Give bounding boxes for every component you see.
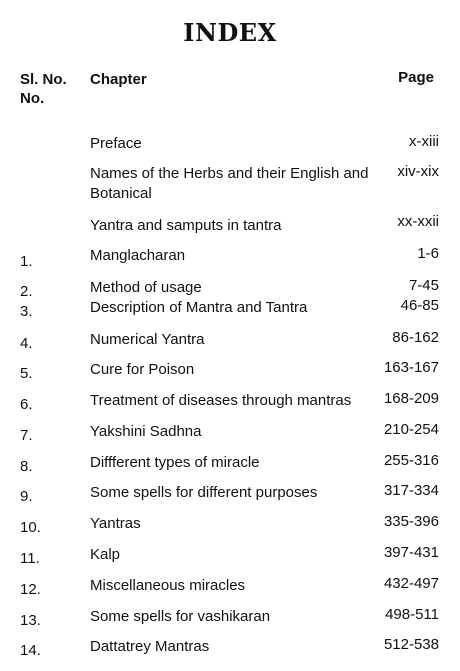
page-range: xiv-xix: [397, 163, 439, 180]
page-range: 498-511: [385, 606, 439, 623]
page-range: 317-334: [383, 482, 439, 499]
chapter-title: Diffferent types of miracle: [90, 454, 260, 471]
page-title: INDEX: [183, 18, 277, 47]
row-number: 13.: [20, 612, 41, 629]
row-number: 3.: [20, 303, 33, 320]
page-range: 1-6: [417, 245, 439, 262]
chapter-title: Numerical Yantra: [90, 331, 205, 348]
page-range: 255-316: [383, 452, 439, 469]
chapter-title: Dattatrey Mantras: [90, 638, 210, 655]
chapter-title: Some spells for different purposes: [90, 484, 318, 501]
column-header-sl-no-line2: No.: [20, 90, 45, 107]
row-number: 7.: [20, 427, 33, 444]
chapter-title: Method of usage: [90, 279, 202, 296]
row-number: 8.: [20, 458, 33, 475]
column-header-chapter: Chapter: [90, 71, 147, 88]
row-number: 5.: [20, 365, 33, 382]
page-range: 168-209: [383, 390, 439, 407]
page-range: 7-45: [408, 277, 439, 294]
page-range: 335-396: [383, 513, 439, 530]
chapter-title: Yantras: [90, 515, 141, 532]
chapter-title: Kalp: [90, 546, 121, 563]
chapter-title: Yakshini Sadhna: [90, 423, 202, 440]
chapter-title: Preface: [90, 135, 142, 152]
page-range: 46-85: [400, 297, 439, 314]
row-number: 2.: [20, 283, 33, 300]
chapter-title: Names of the Herbs and their English and Botanical: [90, 165, 369, 202]
page-range: 163-167: [383, 359, 439, 376]
chapter-title: Treatment of diseases through mantras: [90, 392, 352, 409]
page-range: 432-497: [383, 575, 439, 592]
row-number: 4.: [20, 335, 33, 352]
row-number: 14.: [20, 642, 41, 659]
row-number: 9.: [20, 488, 33, 505]
page-range: 86-162: [392, 329, 439, 346]
page-range: 512-538: [383, 636, 439, 653]
row-number: 1.: [20, 253, 33, 270]
chapter-title: Cure for Poison: [90, 361, 195, 378]
chapter-title: Miscellaneous miracles: [90, 577, 246, 594]
column-header-sl-no-line1: Sl. No.: [20, 71, 67, 88]
chapter-title: Some spells for vashikaran: [90, 608, 271, 625]
row-number: 11.: [20, 550, 40, 567]
row-number: 6.: [20, 396, 33, 413]
page-range: xx-xxii: [397, 213, 439, 230]
page-range: x-xiii: [409, 133, 439, 150]
row-number: 12.: [20, 581, 41, 598]
page-range: 210-254: [383, 421, 439, 438]
chapter-title: Yantra and samputs in tantra: [90, 217, 282, 234]
chapter-title: Description of Mantra and Tantra: [90, 299, 308, 316]
column-header-sl-no: [20, 70, 90, 108]
column-header-page: Page: [398, 69, 434, 86]
row-number: 10.: [20, 519, 41, 536]
page-range: 397-431: [383, 544, 439, 561]
chapter-title: Manglacharan: [90, 247, 186, 264]
